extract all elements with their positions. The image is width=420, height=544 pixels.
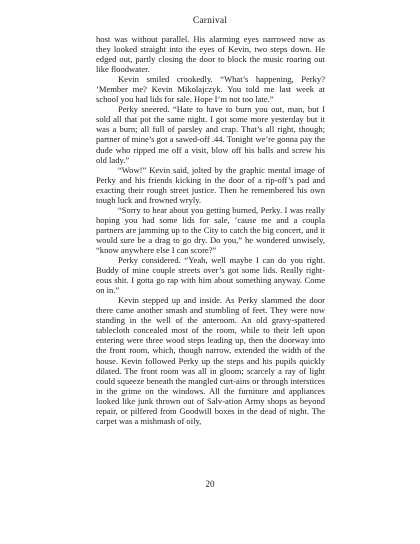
paragraph: “Wow!” Kevin said, jolted by the graphic mental image of Perky and his friends kicking in the door of a rip-off’s pad and exacting their rough street justice. Then he remembered his own tough luck and frowned wryly.: [96, 164, 325, 205]
paragraph: “Sorry to hear about you getting burned, Perky. I was really hoping you had some lids for sale, ’cause me and a coupla partners are jamming up to the City to catch the big concert, and it would sure be a drag to go dry. Do you,” he wondered unwisely, “know anywhere else I can score?”: [96, 204, 325, 255]
paragraph: Perky considered. “Yeah, well maybe I can do you right. Buddy of mine couple streets over’s got some lids. Really right-eous shit. I gotta go rap with him about something anyway. Come on in.”: [96, 255, 325, 296]
body-text: [96, 34, 325, 426]
paragraph: Kevin stepped up and inside. As Perky slammed the door there came another smash and stumbling of feet. They were now standing in the well of the anteroom. An old gravy-spattered tablecloth concealed most of the room, while to their left upon entering were three wood steps leading up, then the doorway into the front room, which, though narrow, extended the width of the house. Kevin followed Perky up the steps and his pupils quickly dilated. The front room was all in gloom; scarcely a ray of light could squeeze beneath the mangled curt-ains or through interstices in the grime on the windows. All the furniture and appliances looked like junk thrown out of Salv-ation Army shops as beyond repair, or pilfered from Goodwill boxes in the dead of night. The carpet was a mishmash of oily,: [96, 295, 325, 426]
running-head: Carnival: [192, 16, 228, 26]
paragraph: Kevin smiled crookedly. “What’s happening, Perky? ’Member me? Kevin Mikolajczyk. You told me last week at school you had lids for sale. Hope I’m not too late.”: [96, 74, 325, 105]
page-number: 20: [205, 479, 215, 489]
paragraph: Perky sneered. “Hate to have to burn you out, man, but I sold all that pot the same night. I got some more yesterday but it was a burn; all full of parsley and crap. That’s all right, though; partner of mine’s got a sawed-off .44. Tonight we’re gonna pay the dude who ripped me off a visit, blow off his balls and screw his old lady.”: [96, 104, 325, 165]
paragraph: host was without parallel. His alarming eyes narrowed now as they looked straight into the eyes of Kevin, two steps down. He edged out, partly closing the door to block the music roaring out like floodwater.: [96, 34, 325, 75]
